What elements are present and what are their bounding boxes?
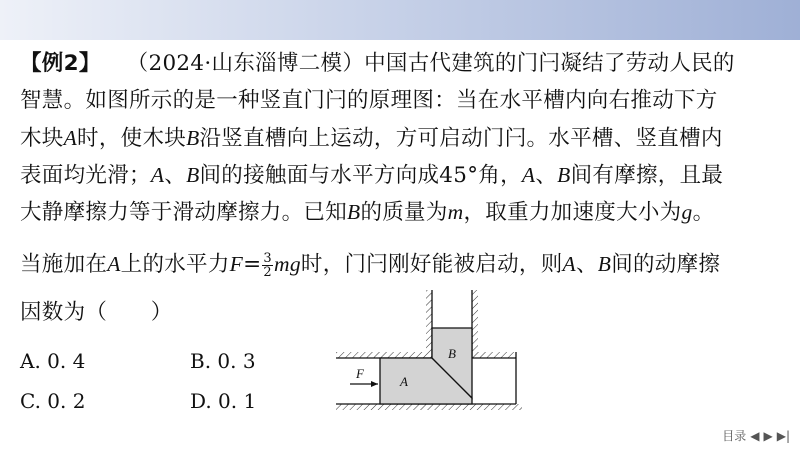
menu-button[interactable]: 目录 bbox=[722, 429, 747, 443]
label-a: A bbox=[400, 374, 408, 389]
label-f: F bbox=[356, 366, 364, 381]
option-b[interactable]: B. 0. 3 bbox=[190, 349, 256, 373]
option-c[interactable]: C. 0. 2 bbox=[20, 389, 86, 413]
next-button[interactable]: ▶ bbox=[763, 428, 773, 443]
question-line-5: 大静摩擦力等于滑动摩擦力。已知B的质量为m，取重力加速度大小为g。 bbox=[20, 200, 715, 225]
force-arrowhead bbox=[371, 381, 378, 387]
question-line-3: 木块A时，使木块B沿竖直槽向上运动，方可启动门闩。水平槽、竖直槽内 bbox=[20, 126, 723, 151]
prev-button[interactable]: ◀ bbox=[750, 428, 760, 443]
question-line-7: 因数为（ ） bbox=[20, 300, 173, 325]
fraction: $\frac{3}{2}$ bbox=[263, 250, 272, 280]
right-wall-hatch bbox=[472, 290, 478, 352]
label-b: B bbox=[448, 346, 456, 361]
header-bar bbox=[0, 0, 800, 40]
question-line-1: 【例2】 （2024·山东淄博二模）中国古代建筑的门闩凝结了劳动人民的 bbox=[20, 51, 735, 76]
example-tag: 【例2】 bbox=[20, 51, 101, 76]
option-a[interactable]: A. 0. 4 bbox=[20, 349, 86, 373]
left-wall-hatch bbox=[426, 290, 432, 352]
question-line-4: 表面均光滑；A、B间的接触面与水平方向成45°角，A、B间有摩擦，且最 bbox=[20, 163, 724, 188]
question-line-6: 当施加在A上的水平力F= $\frac{3}{2}$ mg时，门闩刚好能被启动，则A、B间的动摩擦 bbox=[20, 250, 721, 280]
door-latch-diagram bbox=[330, 288, 530, 418]
last-button[interactable]: ▶| bbox=[776, 428, 790, 443]
option-d[interactable]: D. 0. 1 bbox=[190, 389, 257, 413]
slide-nav bbox=[722, 427, 790, 444]
top-right-hatch bbox=[472, 352, 516, 358]
question-line-2: 智慧。如图所示的是一种竖直门闩的原理图：当在水平槽内向右推动下方 bbox=[20, 88, 718, 113]
top-left-hatch bbox=[336, 352, 432, 358]
bottom-hatch bbox=[336, 404, 522, 410]
